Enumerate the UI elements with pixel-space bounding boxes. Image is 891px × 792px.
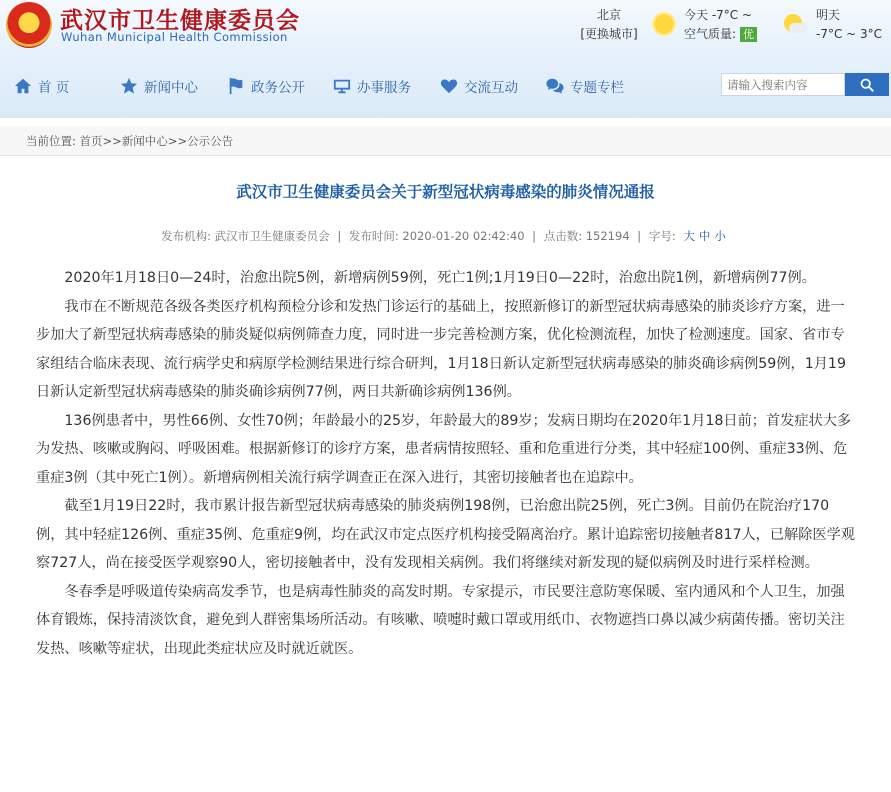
fontsize-small-button[interactable]: 小 [714, 229, 726, 243]
change-city-link[interactable]: [更换城市] [580, 27, 638, 41]
breadcrumb-sep: >> [167, 134, 188, 148]
breadcrumb [0, 126, 891, 156]
breadcrumb-news[interactable]: 新闻中心 [121, 134, 168, 148]
time-label: 发布时间: [348, 229, 399, 243]
breadcrumb-home[interactable]: 首页 [79, 134, 103, 148]
weather-tomorrow [816, 6, 882, 44]
air-quality-badge: 优 [740, 27, 757, 42]
site-title[interactable]: 武汉市卫生健康委员会 [60, 7, 300, 34]
air-quality [684, 25, 757, 44]
site-header [0, 0, 891, 118]
publisher: 武汉市卫生健康委员会 [214, 229, 330, 243]
nav-label: 办事服务 [357, 80, 411, 96]
flag-icon [227, 77, 245, 95]
star-icon [120, 77, 138, 95]
nav-item-topics[interactable] [546, 76, 624, 96]
national-emblem-logo: ★ [6, 2, 52, 48]
heart-icon [440, 77, 458, 95]
nav-item-news[interactable] [120, 76, 198, 96]
fontsize-label: 字号: [648, 229, 676, 243]
sun-icon [652, 12, 676, 36]
sun-cloud-icon [782, 12, 808, 36]
tomorrow-temp: -7°C ~ 3°C [816, 27, 883, 41]
nav-label: 首 页 [38, 80, 70, 96]
tomorrow-label: 明天 [816, 8, 841, 22]
air-quality-label: 空气质量: [684, 27, 737, 41]
today-temp: 今天 -7°C ~ [684, 8, 753, 22]
nav-label: 政务公开 [251, 80, 305, 96]
fontsize-large-button[interactable]: 大 [683, 229, 695, 243]
article-paragraph: 截至1月19日22时，我市累计报告新型冠状病毒感染的肺炎病例198例，已治愈出院25例，死亡3例。目前仍在院治疗170例，其中轻症126例、重症35例、危重症9例，均在武汉市定点医疗机构接受隔离治疗。累计追踪密切接触者817人，已解除医学观察727人，尚在接受医学观察90人，密切接触者中，没有发现相关病例。我们将继续对新发现的疑似病例及时进行采样检测。 [36, 498, 855, 571]
monitor-icon [333, 77, 351, 95]
nav-label: 新闻中心 [144, 80, 198, 96]
search-icon [860, 78, 874, 92]
clicks-label: 点击数: [543, 229, 583, 243]
breadcrumb-notices[interactable]: 公示公告 [187, 134, 234, 148]
home-icon [14, 77, 32, 95]
article-paragraph: 冬春季是呼吸道传染病高发季节，也是病毒性肺炎的高发时期。专家提示，市民要注意防寒保暖、室内通风和个人卫生，加强体育锻炼，保持清淡饮食，避免到人群密集场所活动。有咳嗽、喷嚏时戴口罩或用纸巾、衣物遮挡口鼻以减少病菌传播。密切关注发热、咳嗽等症状，出现此类症状应及时就近就医。 [36, 583, 845, 657]
chat-icon [546, 77, 564, 95]
fontsize-medium-button[interactable]: 中 [698, 229, 711, 243]
article-paragraph: 我市在不断规范各级各类医疗机构预检分诊和发热门诊运行的基础上，按照新修订的新型冠状病毒感染的肺炎诊疗方案，进一步加大了新型冠状病毒感染的肺炎疑似病例筛查力度，同时进一步完善检测方案，优化检测流程，加快了检测速度。国家、省市专家组结合临床表现、流行病学史和病原学检测结果进行综合研判，1月18日新认定新型冠状病毒感染的肺炎确诊病例59例，1月19日新认定新型冠状病毒感染的肺炎确诊病例77例，两日共新确诊病例136例。 [36, 298, 846, 400]
nav-item-home[interactable] [14, 76, 69, 96]
breadcrumb-prefix: 当前位置: [26, 134, 76, 148]
weather-today [684, 6, 757, 44]
weather-city [580, 6, 638, 44]
nav-label: 专题专栏 [570, 80, 624, 96]
article-content [36, 264, 856, 663]
city-name: 北京 [596, 8, 621, 22]
nav-item-services[interactable] [333, 76, 411, 96]
site-subtitle: Wuhan Municipal Health Commission [61, 30, 288, 44]
search-button[interactable] [845, 73, 889, 96]
article-paragraph: 2020年1月18日0—24时，治愈出院5例，新增病例59例，死亡1例;1月19日0—22时，治愈出院1例，新增病例77例。 [64, 270, 816, 286]
article-paragraph: 136例患者中，男性66例、女性70例；年龄最小的25岁，年龄最大的89岁；发病日期均在2020年1月18日前；首发症状大多为发热、咳嗽或胸闷、呼吸困难。根据新修订的诊疗方案，患者病情按照轻、重和危重进行分类，其中轻症100例、重症33例、危重症3例（其中死亡1例）。新增病例相关流行病学调查正在深入进行，其密切接触者也在追踪中。 [36, 412, 852, 486]
nav-item-interaction[interactable] [440, 76, 518, 96]
breadcrumb-sep: >> [102, 134, 122, 148]
click-count: 152194 [585, 229, 630, 243]
nav-label: 交流互动 [464, 80, 518, 96]
publisher-label: 发布机构: [161, 229, 211, 243]
publish-time: 2020-01-20 02:42:40 [402, 229, 525, 243]
article-title: 武汉市卫生健康委员会关于新型冠状病毒感染的肺炎情况通报 [236, 183, 655, 201]
article-meta: 发布机构: 武汉市卫生健康委员会 | 发布时间: 2020-01-20 02:42:40 | 点击数: 152194 | 字号: 大 中 小 [161, 229, 726, 243]
nav-item-affairs[interactable] [227, 76, 305, 96]
search-input[interactable] [721, 73, 845, 96]
